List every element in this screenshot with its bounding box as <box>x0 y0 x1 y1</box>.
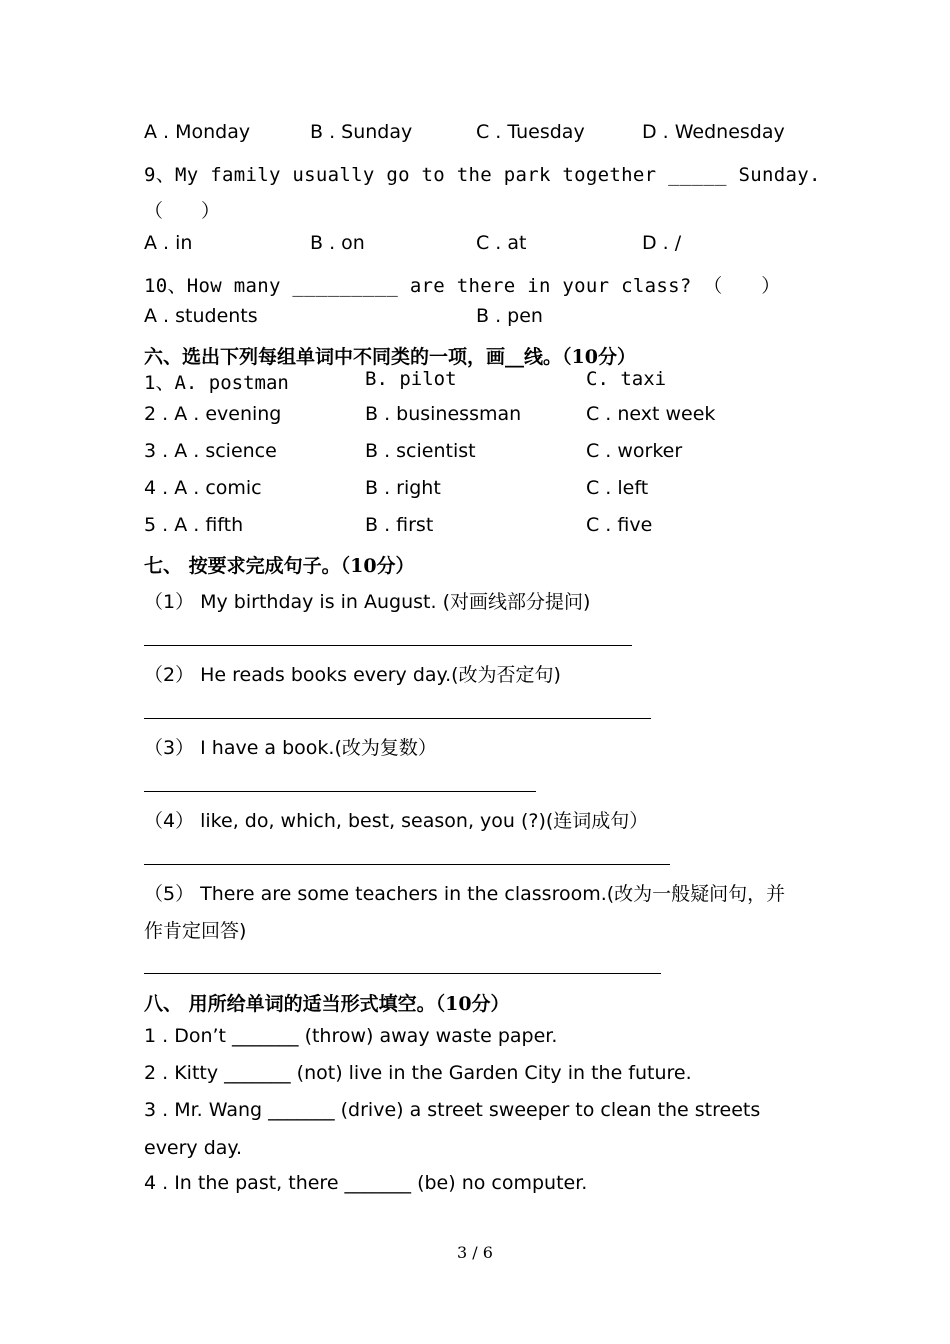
section7-item1: （1） My birthday is in August. (对画线部分提问) <box>144 591 591 613</box>
section7-item4: （4） like, do, which, best, season, you (?)(连词成句） <box>144 810 649 832</box>
section6-row4-a: 4 . A . comic <box>144 477 262 499</box>
q9-option-d: D . / <box>642 232 682 254</box>
section7-answer-line-3[interactable] <box>144 791 536 792</box>
section7-answer-line-2[interactable] <box>144 718 651 719</box>
section6-row1-b: B. pilot <box>365 368 457 390</box>
q8-option-c: C . Tuesday <box>476 121 585 143</box>
section6-heading: 六、选出下列每组单词中不同类的一项，画__线。（10分） <box>144 346 636 368</box>
q10-option-b: B . pen <box>476 305 543 327</box>
section6-row2-b: B . businessman <box>365 403 522 425</box>
section7-item5-continued: 作肯定回答) <box>144 920 247 942</box>
q9-question: 9、My family usually go to the park together _____ Sunday. <box>144 164 821 186</box>
section6-row1-a: 1、A. postman <box>144 372 289 394</box>
section7-answer-line-5[interactable] <box>144 973 661 974</box>
section8-item2: 2 . Kitty _______ (not) live in the Garden City in the future. <box>144 1062 692 1084</box>
section8-item3-continued: every day. <box>144 1137 242 1159</box>
section6-row5-b: B . first <box>365 514 434 536</box>
section7-item3: （3） I have a book.(改为复数） <box>144 737 437 759</box>
section6-row1-c: C. taxi <box>586 368 667 390</box>
section6-row3-a: 3 . A . science <box>144 440 277 462</box>
section7-item5: （5） There are some teachers in the classroom.(改为一般疑问句，并 <box>144 883 786 905</box>
section6-row5-a: 5 . A . fifth <box>144 514 244 536</box>
section6-row3-c: C . worker <box>586 440 683 462</box>
section6-row4-c: C . left <box>586 477 649 499</box>
q10-question: 10、How many _________ are there in your class? （ ） <box>144 275 781 297</box>
section6-row2-a: 2 . A . evening <box>144 403 282 425</box>
section8-item1: 1 . Don’t _______ (throw) away waste paper. <box>144 1025 558 1047</box>
section7-heading: 七、 按要求完成句子。（10分） <box>144 555 415 577</box>
page-number: 3 / 6 <box>457 1243 493 1262</box>
section8-item3: 3 . Mr. Wang _______ (drive) a street sweeper to clean the streets <box>144 1099 761 1121</box>
section6-row4-b: B . right <box>365 477 441 499</box>
q8-option-a: A . Monday <box>144 121 251 143</box>
q9-option-b: B . on <box>310 232 365 254</box>
q10-option-a: A . students <box>144 305 258 327</box>
section7-answer-line-1[interactable] <box>144 645 632 646</box>
section7-item2: （2） He reads books every day.(改为否定句) <box>144 664 561 686</box>
section8-item4: 4 . In the past, there _______ (be) no computer. <box>144 1172 588 1194</box>
q8-option-d: D . Wednesday <box>642 121 785 143</box>
q9-option-c: C . at <box>476 232 527 254</box>
q9-answer-paren: （ ） <box>144 200 221 222</box>
section7-answer-line-4[interactable] <box>144 864 670 865</box>
section6-row5-c: C . five <box>586 514 653 536</box>
q8-option-b: B . Sunday <box>310 121 413 143</box>
section6-row2-c: C . next week <box>586 403 716 425</box>
section6-row3-b: B . scientist <box>365 440 476 462</box>
q9-option-a: A . in <box>144 232 193 254</box>
section8-heading: 八、 用所给单词的适当形式填空。（10分） <box>144 993 510 1015</box>
